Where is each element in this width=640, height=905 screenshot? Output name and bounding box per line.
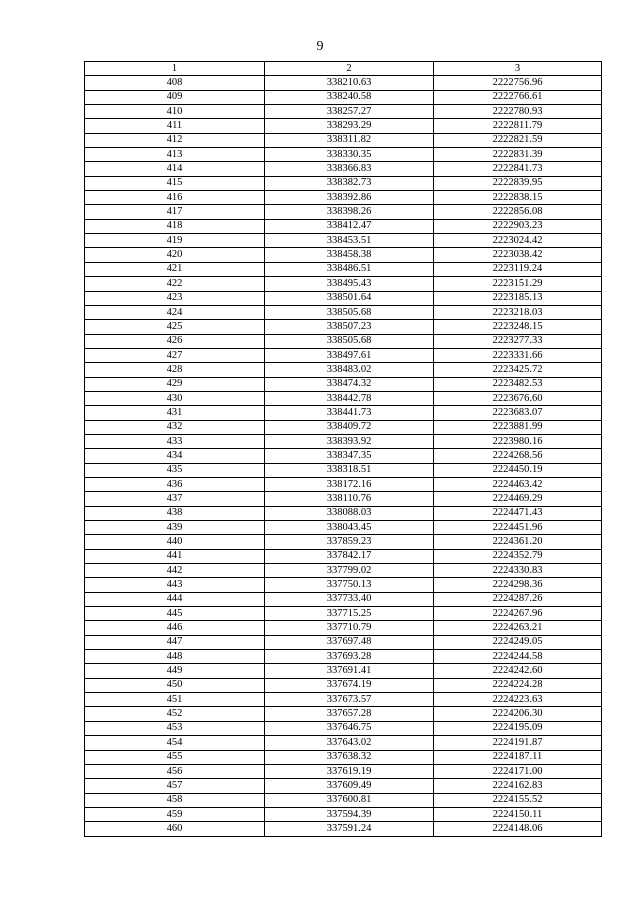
table-row <box>85 607 602 621</box>
table-row <box>85 807 602 821</box>
y-coordinate-cell: 2224155.52 <box>434 793 602 807</box>
table-row <box>85 564 602 578</box>
table-row <box>85 635 602 649</box>
table-row <box>85 463 602 477</box>
y-coordinate-cell: 2223980.16 <box>434 434 602 448</box>
y-coordinate-cell: 2224450.19 <box>434 463 602 477</box>
y-coordinate-cell: 2224352.79 <box>434 549 602 563</box>
point-number-cell: 416 <box>85 191 265 205</box>
x-coordinate-cell: 337646.75 <box>265 721 434 735</box>
column-header-2: 2 <box>265 62 434 76</box>
point-number-cell: 424 <box>85 305 265 319</box>
point-number-cell: 451 <box>85 693 265 707</box>
point-number-cell: 438 <box>85 506 265 520</box>
x-coordinate-cell: 337619.19 <box>265 764 434 778</box>
point-number-cell: 437 <box>85 492 265 506</box>
y-coordinate-cell: 2224451.96 <box>434 521 602 535</box>
y-coordinate-cell: 2224249.05 <box>434 635 602 649</box>
y-coordinate-cell: 2222839.95 <box>434 176 602 190</box>
x-coordinate-cell: 338412.47 <box>265 219 434 233</box>
point-number-cell: 446 <box>85 621 265 635</box>
point-number-cell: 412 <box>85 133 265 147</box>
y-coordinate-cell: 2222821.59 <box>434 133 602 147</box>
point-number-cell: 457 <box>85 779 265 793</box>
x-coordinate-cell: 338172.16 <box>265 477 434 491</box>
point-number-cell: 425 <box>85 320 265 334</box>
x-coordinate-cell: 338501.64 <box>265 291 434 305</box>
table-row <box>85 449 602 463</box>
y-coordinate-cell: 2224268.56 <box>434 449 602 463</box>
table-row <box>85 434 602 448</box>
table-row <box>85 678 602 692</box>
y-coordinate-cell: 2223119.24 <box>434 262 602 276</box>
x-coordinate-cell: 337674.19 <box>265 678 434 692</box>
x-coordinate-cell: 337591.24 <box>265 822 434 836</box>
y-coordinate-cell: 2223277.33 <box>434 334 602 348</box>
point-number-cell: 433 <box>85 434 265 448</box>
point-number-cell: 443 <box>85 578 265 592</box>
y-coordinate-cell: 2224148.06 <box>434 822 602 836</box>
x-coordinate-cell: 338293.29 <box>265 119 434 133</box>
y-coordinate-cell: 2222841.73 <box>434 162 602 176</box>
x-coordinate-cell: 338330.35 <box>265 148 434 162</box>
x-coordinate-cell: 337710.79 <box>265 621 434 635</box>
y-coordinate-cell: 2222831.39 <box>434 148 602 162</box>
x-coordinate-cell: 338311.82 <box>265 133 434 147</box>
x-coordinate-cell: 337600.81 <box>265 793 434 807</box>
y-coordinate-cell: 2224361.20 <box>434 535 602 549</box>
table-row <box>85 148 602 162</box>
table-row <box>85 191 602 205</box>
table-row <box>85 205 602 219</box>
point-number-cell: 450 <box>85 678 265 692</box>
point-number-cell: 453 <box>85 721 265 735</box>
table-row <box>85 549 602 563</box>
point-number-cell: 428 <box>85 363 265 377</box>
y-coordinate-cell: 2223248.15 <box>434 320 602 334</box>
x-coordinate-cell: 337697.48 <box>265 635 434 649</box>
y-coordinate-cell: 2223038.42 <box>434 248 602 262</box>
point-number-cell: 444 <box>85 592 265 606</box>
x-coordinate-cell: 338392.86 <box>265 191 434 205</box>
y-coordinate-cell: 2224298.36 <box>434 578 602 592</box>
table-row <box>85 262 602 276</box>
x-coordinate-cell: 337693.28 <box>265 650 434 664</box>
table-row <box>85 693 602 707</box>
x-coordinate-cell: 337594.39 <box>265 807 434 821</box>
point-number-cell: 445 <box>85 607 265 621</box>
table-row <box>85 119 602 133</box>
table-row <box>85 377 602 391</box>
x-coordinate-cell: 338486.51 <box>265 262 434 276</box>
y-coordinate-cell: 2224187.11 <box>434 750 602 764</box>
y-coordinate-cell: 2224150.11 <box>434 807 602 821</box>
y-coordinate-cell: 2224171.00 <box>434 764 602 778</box>
table-row <box>85 162 602 176</box>
x-coordinate-cell: 337750.13 <box>265 578 434 592</box>
x-coordinate-cell: 338366.83 <box>265 162 434 176</box>
point-number-cell: 435 <box>85 463 265 477</box>
y-coordinate-cell: 2222903.23 <box>434 219 602 233</box>
y-coordinate-cell: 2224191.87 <box>434 736 602 750</box>
table-row <box>85 76 602 90</box>
table-row <box>85 506 602 520</box>
table-row <box>85 219 602 233</box>
point-number-cell: 422 <box>85 277 265 291</box>
point-number-cell: 439 <box>85 521 265 535</box>
point-number-cell: 409 <box>85 90 265 104</box>
table-row <box>85 248 602 262</box>
table-row <box>85 578 602 592</box>
x-coordinate-cell: 338398.26 <box>265 205 434 219</box>
point-number-cell: 426 <box>85 334 265 348</box>
table-row <box>85 320 602 334</box>
y-coordinate-cell: 2223151.29 <box>434 277 602 291</box>
x-coordinate-cell: 338483.02 <box>265 363 434 377</box>
point-number-cell: 430 <box>85 391 265 405</box>
x-coordinate-cell: 338110.76 <box>265 492 434 506</box>
y-coordinate-cell: 2224469.29 <box>434 492 602 506</box>
table-row <box>85 348 602 362</box>
point-number-cell: 419 <box>85 234 265 248</box>
table-row <box>85 90 602 104</box>
x-coordinate-cell: 338382.73 <box>265 176 434 190</box>
point-number-cell: 454 <box>85 736 265 750</box>
y-coordinate-cell: 2224223.63 <box>434 693 602 707</box>
x-coordinate-cell: 338318.51 <box>265 463 434 477</box>
table-row <box>85 750 602 764</box>
x-coordinate-cell: 338240.58 <box>265 90 434 104</box>
table-row <box>85 363 602 377</box>
table-row <box>85 420 602 434</box>
point-number-cell: 436 <box>85 477 265 491</box>
table-row <box>85 793 602 807</box>
point-number-cell: 459 <box>85 807 265 821</box>
x-coordinate-cell: 338497.61 <box>265 348 434 362</box>
x-coordinate-cell: 337691.41 <box>265 664 434 678</box>
x-coordinate-cell: 337859.23 <box>265 535 434 549</box>
point-number-cell: 442 <box>85 564 265 578</box>
x-coordinate-cell: 338495.43 <box>265 277 434 291</box>
point-number-cell: 410 <box>85 105 265 119</box>
table-row <box>85 406 602 420</box>
x-coordinate-cell: 338441.73 <box>265 406 434 420</box>
point-number-cell: 452 <box>85 707 265 721</box>
x-coordinate-cell: 337657.28 <box>265 707 434 721</box>
point-number-cell: 421 <box>85 262 265 276</box>
y-coordinate-cell: 2223425.72 <box>434 363 602 377</box>
point-number-cell: 431 <box>85 406 265 420</box>
column-header-3: 3 <box>434 62 602 76</box>
y-coordinate-cell: 2224195.09 <box>434 721 602 735</box>
table-row <box>85 277 602 291</box>
point-number-cell: 427 <box>85 348 265 362</box>
table-row <box>85 305 602 319</box>
point-number-cell: 429 <box>85 377 265 391</box>
y-coordinate-cell: 2223185.13 <box>434 291 602 305</box>
x-coordinate-cell: 338442.78 <box>265 391 434 405</box>
point-number-cell: 411 <box>85 119 265 133</box>
table-row <box>85 592 602 606</box>
table-row <box>85 664 602 678</box>
point-number-cell: 414 <box>85 162 265 176</box>
y-coordinate-cell: 2224471.43 <box>434 506 602 520</box>
table-row <box>85 764 602 778</box>
table-row <box>85 133 602 147</box>
y-coordinate-cell: 2222780.93 <box>434 105 602 119</box>
y-coordinate-cell: 2224224.28 <box>434 678 602 692</box>
point-number-cell: 458 <box>85 793 265 807</box>
y-coordinate-cell: 2222766.61 <box>434 90 602 104</box>
table-row <box>85 176 602 190</box>
x-coordinate-cell: 338505.68 <box>265 334 434 348</box>
x-coordinate-cell: 338507.23 <box>265 320 434 334</box>
table-row <box>85 650 602 664</box>
table-row <box>85 707 602 721</box>
point-number-cell: 432 <box>85 420 265 434</box>
y-coordinate-cell: 2224287.26 <box>434 592 602 606</box>
y-coordinate-cell: 2223024.42 <box>434 234 602 248</box>
x-coordinate-cell: 338505.68 <box>265 305 434 319</box>
y-coordinate-cell: 2223683.07 <box>434 406 602 420</box>
x-coordinate-cell: 338210.63 <box>265 76 434 90</box>
x-coordinate-cell: 338088.03 <box>265 506 434 520</box>
table-row <box>85 721 602 735</box>
point-number-cell: 455 <box>85 750 265 764</box>
table-row <box>85 521 602 535</box>
y-coordinate-cell: 2224242.60 <box>434 664 602 678</box>
y-coordinate-cell: 2223676.60 <box>434 391 602 405</box>
point-number-cell: 418 <box>85 219 265 233</box>
point-number-cell: 441 <box>85 549 265 563</box>
table-body <box>85 76 602 836</box>
point-number-cell: 423 <box>85 291 265 305</box>
table-row <box>85 391 602 405</box>
x-coordinate-cell: 337609.49 <box>265 779 434 793</box>
x-coordinate-cell: 338453.51 <box>265 234 434 248</box>
column-header-1: 1 <box>85 62 265 76</box>
table-row <box>85 822 602 836</box>
x-coordinate-cell: 337643.02 <box>265 736 434 750</box>
point-number-cell: 417 <box>85 205 265 219</box>
y-coordinate-cell: 2222811.79 <box>434 119 602 133</box>
x-coordinate-cell: 338458.38 <box>265 248 434 262</box>
y-coordinate-cell: 2223331.66 <box>434 348 602 362</box>
y-coordinate-cell: 2224263.21 <box>434 621 602 635</box>
x-coordinate-cell: 337733.40 <box>265 592 434 606</box>
x-coordinate-cell: 338257.27 <box>265 105 434 119</box>
y-coordinate-cell: 2223482.53 <box>434 377 602 391</box>
table-row <box>85 477 602 491</box>
coordinates-table <box>84 61 602 837</box>
x-coordinate-cell: 338043.45 <box>265 521 434 535</box>
point-number-cell: 447 <box>85 635 265 649</box>
x-coordinate-cell: 338409.72 <box>265 420 434 434</box>
table-row <box>85 291 602 305</box>
table-row <box>85 334 602 348</box>
point-number-cell: 434 <box>85 449 265 463</box>
x-coordinate-cell: 338347.35 <box>265 449 434 463</box>
table-row <box>85 779 602 793</box>
table-row <box>85 535 602 549</box>
y-coordinate-cell: 2224162.83 <box>434 779 602 793</box>
x-coordinate-cell: 338393.92 <box>265 434 434 448</box>
y-coordinate-cell: 2223218.03 <box>434 305 602 319</box>
y-coordinate-cell: 2224463.42 <box>434 477 602 491</box>
y-coordinate-cell: 2224244.58 <box>434 650 602 664</box>
y-coordinate-cell: 2222756.96 <box>434 76 602 90</box>
x-coordinate-cell: 337799.02 <box>265 564 434 578</box>
point-number-cell: 408 <box>85 76 265 90</box>
point-number-cell: 456 <box>85 764 265 778</box>
table-row <box>85 736 602 750</box>
x-coordinate-cell: 337715.25 <box>265 607 434 621</box>
point-number-cell: 448 <box>85 650 265 664</box>
point-number-cell: 440 <box>85 535 265 549</box>
x-coordinate-cell: 337638.32 <box>265 750 434 764</box>
point-number-cell: 449 <box>85 664 265 678</box>
table-row <box>85 234 602 248</box>
table-row <box>85 105 602 119</box>
y-coordinate-cell: 2223881.99 <box>434 420 602 434</box>
y-coordinate-cell: 2224206.30 <box>434 707 602 721</box>
y-coordinate-cell: 2222856.08 <box>434 205 602 219</box>
x-coordinate-cell: 338474.32 <box>265 377 434 391</box>
table-row <box>85 492 602 506</box>
point-number-cell: 415 <box>85 176 265 190</box>
y-coordinate-cell: 2224330.83 <box>434 564 602 578</box>
table-header-row <box>85 62 602 76</box>
x-coordinate-cell: 337673.57 <box>265 693 434 707</box>
y-coordinate-cell: 2224267.96 <box>434 607 602 621</box>
point-number-cell: 420 <box>85 248 265 262</box>
page-number: 9 <box>316 39 324 54</box>
table-row <box>85 621 602 635</box>
x-coordinate-cell: 337842.17 <box>265 549 434 563</box>
y-coordinate-cell: 2222838.15 <box>434 191 602 205</box>
point-number-cell: 460 <box>85 822 265 836</box>
point-number-cell: 413 <box>85 148 265 162</box>
